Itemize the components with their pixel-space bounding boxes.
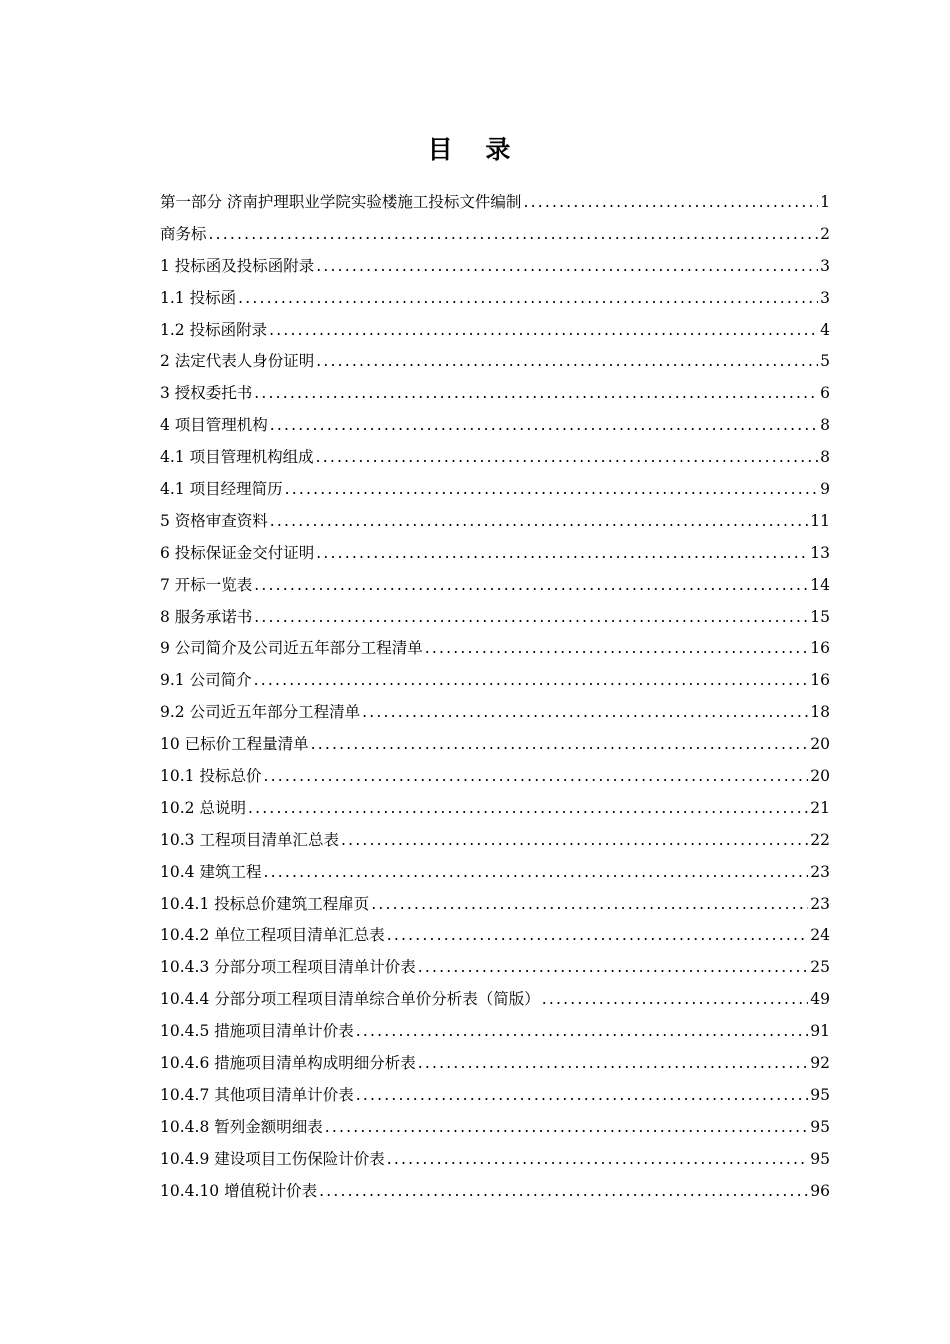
toc-entry-page-number: 1 [820,193,830,211]
toc-entry-label: 9.1 公司简介 [160,671,252,690]
toc-entry-label: 10.4.6 措施项目清单构成明细分析表 [160,1054,416,1073]
toc-entry-page-number: 16 [810,639,830,658]
toc-entry[interactable] [160,378,830,410]
toc-entry-page-number: 3 [820,288,830,307]
toc-dot-leader [418,1048,809,1080]
toc-entry-label: 2 法定代表人身份证明 [160,352,315,371]
toc-entry-page-number: 23 [810,894,830,913]
toc-entry[interactable] [160,697,830,729]
toc-entry-page-number: 14 [810,575,830,594]
toc-entry[interactable] [160,1144,830,1176]
toc-entry[interactable] [160,187,830,219]
toc-dot-leader [316,251,818,283]
toc-title: 目 录 [427,135,523,164]
toc-entry-label: 8 服务承诺书 [160,607,253,626]
toc-entry[interactable] [160,346,830,378]
toc-dot-leader [542,984,809,1016]
toc-entry[interactable] [160,410,830,442]
toc-entry[interactable] [160,506,830,538]
toc-dot-leader [356,1080,809,1112]
toc-entry-page-number: 5 [820,352,830,371]
toc-dot-leader [356,1016,809,1048]
toc-entry-page-number: 24 [810,926,830,945]
toc-entry-label: 1.2 投标函附录 [160,320,268,339]
toc-entry[interactable] [160,538,830,570]
toc-dot-leader [341,825,808,857]
toc-entry-page-number: 13 [810,543,830,562]
toc-entry-label: 10.1 投标总价 [160,767,262,786]
toc-entry[interactable] [160,889,830,921]
toc-dot-leader [263,857,808,889]
toc-dot-leader [285,474,819,506]
toc-entry-page-number: 4 [820,320,830,339]
toc-entry-label: 10.3 工程项目清单汇总表 [160,830,339,849]
toc-list [160,187,830,1208]
toc-entry-label: 1 投标函及投标函附录 [160,256,315,275]
toc-dot-leader [387,920,809,952]
toc-entry-page-number: 8 [820,416,830,435]
toc-entry-page-number: 6 [820,384,830,403]
toc-entry[interactable] [160,729,830,761]
toc-entry-label: 10.4.3 分部分项工程项目清单计价表 [160,958,416,977]
toc-entry[interactable] [160,1176,830,1208]
toc-entry-page-number: 95 [810,1149,830,1168]
toc-entry-page-number: 22 [810,830,830,849]
toc-entry-page-number: 16 [810,671,830,690]
toc-entry[interactable] [160,315,830,347]
toc-dot-leader [325,1112,809,1144]
toc-entry-page-number: 8 [820,448,830,467]
toc-entry[interactable] [160,665,830,697]
toc-entry-label: 1.1 投标函 [160,288,237,307]
toc-dot-leader [254,378,818,410]
toc-dot-leader [270,410,818,442]
toc-dot-leader [316,346,818,378]
toc-dot-leader [418,952,809,984]
toc-dot-leader [269,315,818,347]
toc-entry-label: 10.4.2 单位工程项目清单汇总表 [160,926,385,945]
toc-entry-page-number: 21 [810,798,830,817]
toc-entry-label: 10.4.7 其他项目清单计价表 [160,1085,354,1104]
toc-entry-page-number: 92 [810,1054,830,1073]
toc-entry-label: 7 开标一览表 [160,575,253,594]
toc-entry-label: 10.4.9 建设项目工伤保险计价表 [160,1149,385,1168]
toc-dot-leader [254,570,808,602]
toc-dot-leader [425,633,808,665]
toc-entry-label: 4.1 项目经理简历 [160,480,283,499]
toc-dot-leader [270,506,808,538]
toc-entry-label: 4.1 项目管理机构组成 [160,448,314,467]
toc-dot-leader [238,283,818,315]
toc-entry-page-number: 23 [810,862,830,881]
toc-entry[interactable] [160,984,830,1016]
toc-entry-label: 第一部分 济南护理职业学院实验楼施工投标文件编制 [160,193,522,211]
toc-entry-label: 6 投标保证金交付证明 [160,543,315,562]
toc-entry-page-number: 25 [810,958,830,977]
toc-entry-page-number: 2 [820,224,830,243]
toc-entry[interactable] [160,570,830,602]
toc-dot-leader [316,538,808,570]
toc-entry-label: 10.2 总说明 [160,798,246,817]
toc-entry[interactable] [160,825,830,857]
toc-entry[interactable] [160,219,830,251]
toc-dot-leader [371,889,808,921]
toc-entry-page-number: 20 [810,735,830,754]
toc-entry-page-number: 49 [810,990,830,1009]
toc-entry-label: 3 授权委托书 [160,384,253,403]
toc-entry-label: 10 已标价工程量清单 [160,735,309,754]
toc-entry[interactable] [160,1112,830,1144]
toc-entry-page-number: 15 [810,607,830,626]
toc-entry-label: 9 公司简介及公司近五年部分工程清单 [160,639,423,658]
toc-entry-label: 5 资格审查资料 [160,511,268,530]
toc-dot-leader [387,1144,809,1176]
toc-entry-page-number: 95 [810,1117,830,1136]
toc-entry[interactable] [160,474,830,506]
toc-entry-page-number: 96 [810,1181,830,1200]
toc-entry[interactable] [160,1048,830,1080]
toc-entry-label: 10.4.8 暂列金额明细表 [160,1117,323,1136]
toc-entry-page-number: 91 [810,1022,830,1041]
toc-entry[interactable] [160,251,830,283]
toc-dot-leader [263,761,808,793]
toc-dot-leader [254,602,808,634]
toc-entry[interactable] [160,952,830,984]
toc-entry-label: 10.4.4 分部分项工程项目清单综合单价分析表（简版） [160,990,540,1009]
toc-entry[interactable] [160,857,830,889]
toc-entry-label: 4 项目管理机构 [160,416,268,435]
toc-entry-label: 10.4.1 投标总价建筑工程扉页 [160,894,370,913]
toc-entry[interactable] [160,793,830,825]
toc-dot-leader [523,187,818,219]
toc-dot-leader [319,1176,808,1208]
toc-entry-label: 9.2 公司近五年部分工程清单 [160,703,361,722]
toc-entry[interactable] [160,1016,830,1048]
toc-entry[interactable] [160,920,830,952]
toc-entry[interactable] [160,602,830,634]
toc-entry-label: 商务标 [160,224,207,243]
toc-entry-page-number: 9 [820,480,830,499]
toc-entry[interactable] [160,442,830,474]
toc-entry-label: 10.4.10 增值税计价表 [160,1181,318,1200]
toc-entry-page-number: 18 [810,703,830,722]
toc-entry-page-number: 3 [820,256,830,275]
toc-entry-page-number: 20 [810,767,830,786]
toc-dot-leader [362,697,808,729]
toc-entry[interactable] [160,633,830,665]
toc-dot-leader [316,442,819,474]
toc-dot-leader [254,665,809,697]
toc-dot-leader [209,219,819,251]
toc-dot-leader [248,793,808,825]
toc-entry[interactable] [160,283,830,315]
toc-entry-page-number: 11 [810,511,830,530]
toc-entry-label: 10.4 建筑工程 [160,862,262,881]
toc-dot-leader [311,729,809,761]
toc-entry-label: 10.4.5 措施项目清单计价表 [160,1022,354,1041]
toc-entry[interactable] [160,1080,830,1112]
toc-entry[interactable] [160,761,830,793]
toc-entry-page-number: 95 [810,1085,830,1104]
